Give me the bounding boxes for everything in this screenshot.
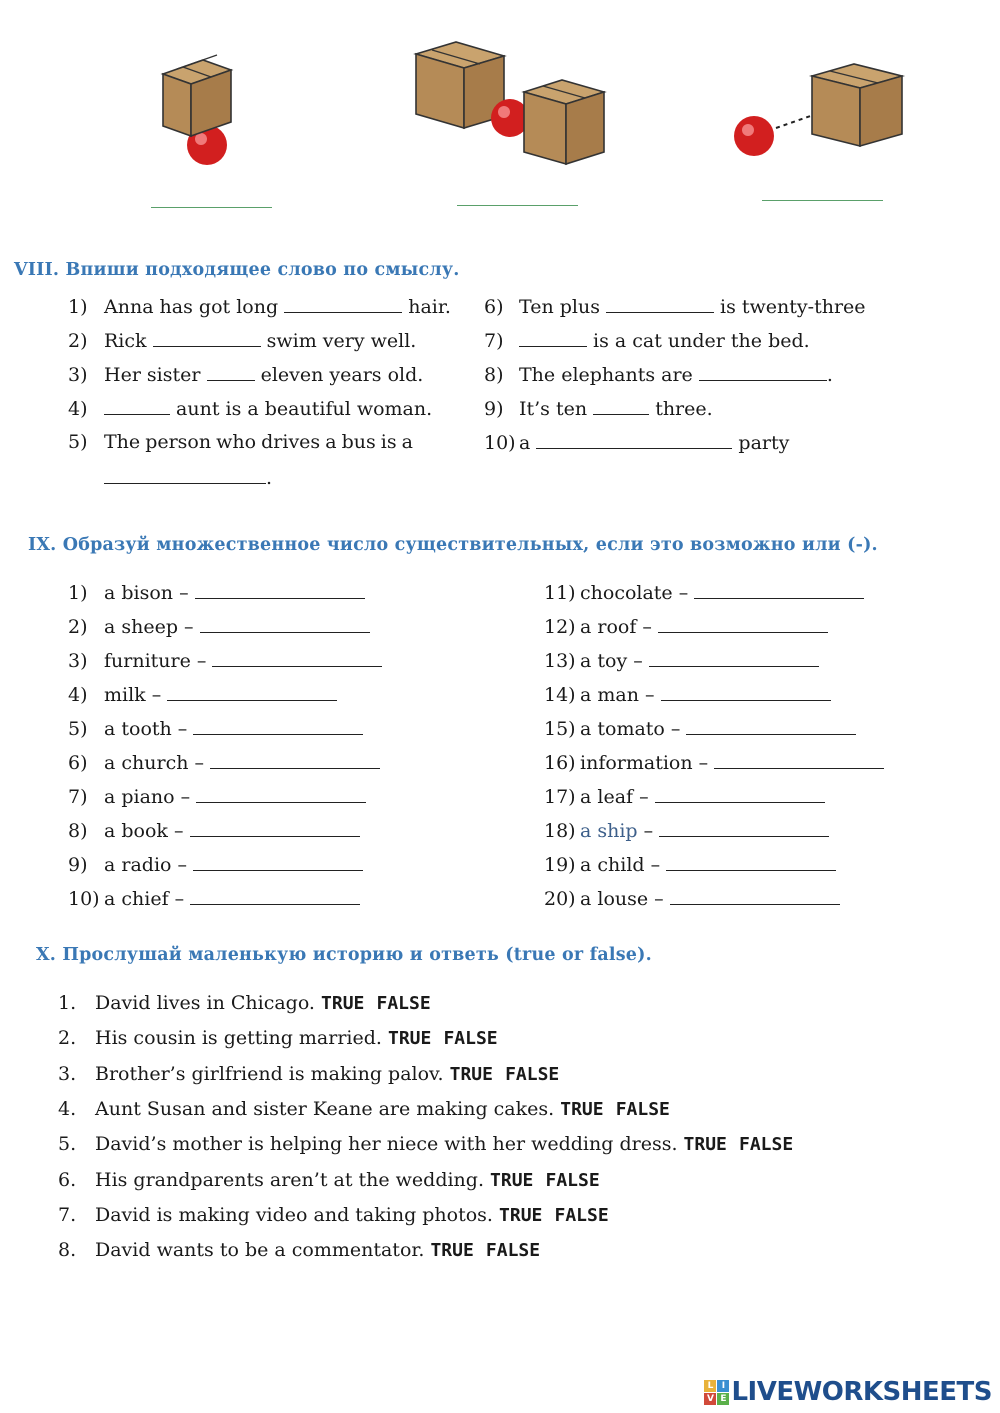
s10-item-6: 6. His grandparents aren’t at the wedding. TRUE FALSE	[58, 1168, 600, 1191]
s8-blank-3[interactable]	[207, 362, 255, 381]
s8-blank-7[interactable]	[519, 328, 587, 347]
s9-item-6: 6) a church –	[68, 750, 380, 775]
s10-item-5: 5. David’s mother is helping her niece with her wedding dress. TRUE FALSE	[58, 1133, 794, 1156]
false-option[interactable]: FALSE	[545, 1169, 600, 1191]
section-8-heading: VIII. Впиши подходящее слово по смыслу.	[14, 260, 460, 280]
false-option[interactable]: FALSE	[505, 1063, 560, 1085]
s8-blank-6[interactable]	[606, 294, 714, 313]
s9-item-10: 10) a chief –	[68, 886, 360, 911]
s8-item-1: 1) Anna has got long hair.	[68, 296, 451, 318]
s9-blank[interactable]	[670, 886, 840, 905]
s9-blank[interactable]	[666, 852, 836, 871]
s9-item-20: 20) a louse –	[544, 886, 840, 911]
s9-item-19: 19) a child –	[544, 852, 836, 877]
s8-item-8: 8) The elephants are .	[484, 364, 833, 386]
s9-blank[interactable]	[196, 784, 366, 803]
s8-blank-1[interactable]	[284, 294, 402, 313]
s9-blank[interactable]	[212, 648, 382, 667]
s8-blank-8[interactable]	[699, 362, 827, 381]
s8-blank-9[interactable]	[593, 396, 649, 415]
s10-item-8: 8. David wants to be a commentator. TRUE FALSE	[58, 1239, 541, 1262]
s9-blank[interactable]	[658, 614, 828, 633]
s8-item-6: 6) Ten plus is twenty-three	[484, 296, 866, 318]
logo-icon: L I V E	[704, 1380, 729, 1405]
s9-blank[interactable]	[190, 818, 360, 837]
false-option[interactable]: FALSE	[443, 1028, 498, 1050]
s9-item-16: 16) information –	[544, 750, 884, 775]
s9-blank[interactable]	[661, 682, 831, 701]
false-option[interactable]: FALSE	[376, 993, 431, 1014]
s9-item-12: 12) a roof –	[544, 614, 828, 639]
liveworksheets-logo: L I V E LIVEWORKSHEETS	[704, 1377, 992, 1407]
s8-item-4: 4) aunt is a beautiful woman.	[68, 398, 433, 420]
s9-item-13: 13) a toy –	[544, 648, 819, 673]
s9-blank[interactable]	[193, 716, 363, 735]
s9-item-14: 14) a man –	[544, 682, 831, 707]
s9-blank[interactable]	[714, 750, 884, 769]
section-10-heading: X. Прослушай маленькую историю и ответь (true or false).	[36, 945, 652, 965]
picture-ball-between-boxes	[412, 40, 612, 170]
s9-item-9: 9) a radio –	[68, 852, 363, 877]
s8-blank-5[interactable]	[104, 465, 266, 484]
s9-blank[interactable]	[649, 648, 819, 667]
s8-item-5-continued: .	[104, 465, 272, 490]
s10-item-4: 4. Aunt Susan and sister Keane are making cakes. TRUE FALSE	[58, 1097, 670, 1120]
s9-blank[interactable]	[210, 750, 380, 769]
true-option[interactable]: TRUE	[683, 1134, 727, 1156]
s10-item-7: 7. David is making video and taking photos. TRUE FALSE	[58, 1203, 609, 1226]
true-option[interactable]: TRUE	[430, 1240, 474, 1262]
s9-blank[interactable]	[694, 580, 864, 599]
s9-blank[interactable]	[167, 682, 337, 701]
s8-blank-10[interactable]	[536, 430, 732, 449]
true-option[interactable]: TRUE	[449, 1063, 493, 1085]
s9-blank[interactable]	[659, 818, 829, 837]
s10-item-3: 3. Brother’s girlfriend is making palov. TRUE FALSE	[58, 1062, 560, 1085]
s9-item-8: 8) a book –	[68, 818, 360, 843]
picture-ball-under-box	[158, 52, 238, 172]
s8-blank-4[interactable]	[104, 396, 170, 415]
s8-blank-2[interactable]	[153, 328, 261, 347]
s9-blank[interactable]	[200, 614, 370, 633]
s9-blank[interactable]	[655, 784, 825, 803]
section-9-heading: IX. Образуй множественное число существительных, если это возможно или (-).	[28, 535, 878, 555]
answer-line-picture-3[interactable]	[762, 200, 883, 201]
s9-item-11: 11) chocolate –	[544, 580, 864, 605]
answer-line-picture-1[interactable]	[151, 207, 272, 208]
s8-item-9: 9) It’s ten three.	[484, 398, 713, 420]
true-option[interactable]: TRUE	[490, 1169, 534, 1191]
s8-item-5: 5) The person who drives a bus is a	[68, 431, 413, 453]
true-option[interactable]: TRUE	[321, 993, 365, 1014]
s9-item-18: 18) a ship –	[544, 818, 829, 843]
s10-item-1: 1. David lives in Chicago. TRUE FALSE	[58, 992, 431, 1014]
s10-item-2: 2. His cousin is getting married. TRUE FALSE	[58, 1027, 498, 1050]
s9-blank[interactable]	[190, 886, 360, 905]
s8-item-3: 3) Her sister eleven years old.	[68, 364, 424, 386]
picture-ball-into-box	[730, 58, 910, 168]
false-option[interactable]: FALSE	[554, 1204, 609, 1226]
s9-item-2: 2) a sheep –	[68, 614, 370, 639]
s9-blank[interactable]	[193, 852, 363, 871]
s9-item-4: 4) milk –	[68, 682, 337, 707]
s8-item-7: 7) is a cat under the bed.	[484, 330, 810, 352]
s9-item-7: 7) a piano –	[68, 784, 366, 809]
true-option[interactable]: TRUE	[499, 1204, 543, 1226]
s9-item-5: 5) a tooth –	[68, 716, 363, 741]
s9-item-1: 1) a bison –	[68, 580, 365, 605]
false-option[interactable]: FALSE	[615, 1098, 670, 1120]
s9-item-15: 15) a tomato –	[544, 716, 856, 741]
s8-item-10: 10) a party	[484, 432, 790, 454]
s9-item-17: 17) a leaf –	[544, 784, 825, 809]
true-option[interactable]: TRUE	[560, 1098, 604, 1120]
answer-line-picture-2[interactable]	[457, 205, 578, 206]
false-option[interactable]: FALSE	[485, 1240, 541, 1262]
s9-item-3: 3) furniture –	[68, 648, 382, 673]
s8-item-2: 2) Rick swim very well.	[68, 330, 417, 352]
false-option[interactable]: FALSE	[738, 1134, 794, 1156]
true-option[interactable]: TRUE	[388, 1028, 432, 1050]
s9-blank[interactable]	[195, 580, 365, 599]
s9-blank[interactable]	[686, 716, 856, 735]
